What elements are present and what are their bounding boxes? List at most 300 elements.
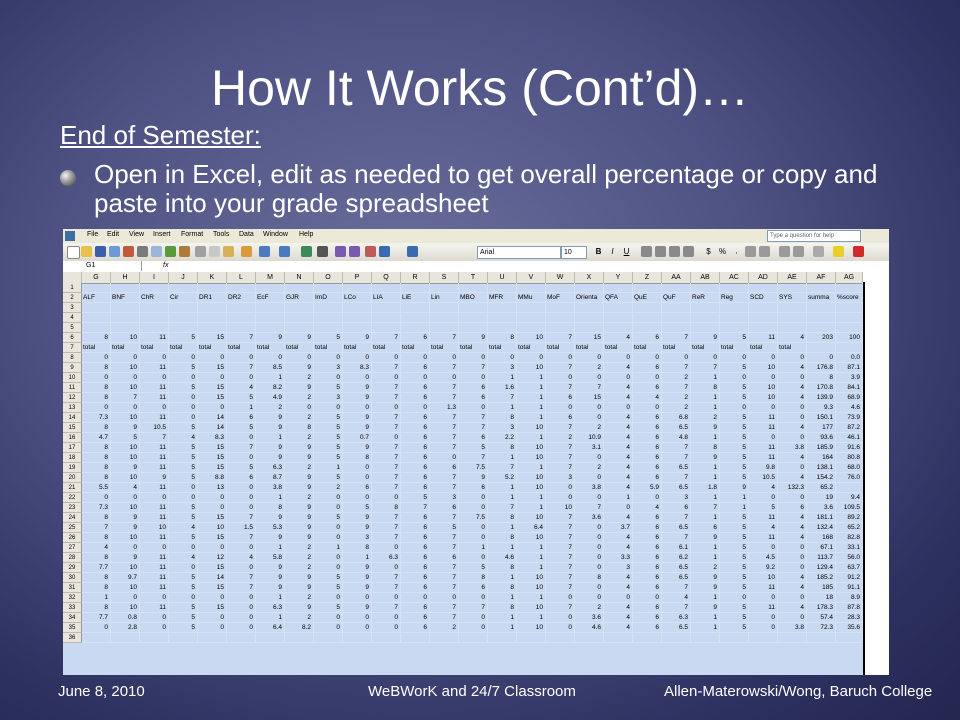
table-cell[interactable]: 10: [111, 383, 140, 393]
table-cell[interactable]: 10: [111, 583, 140, 593]
table-cell[interactable]: [372, 283, 401, 293]
table-cell[interactable]: 0: [314, 373, 343, 383]
select-all-corner[interactable]: [63, 272, 82, 283]
table-cell[interactable]: 0: [227, 563, 256, 573]
table-cell[interactable]: [372, 633, 401, 643]
table-cell[interactable]: [488, 303, 517, 313]
table-cell[interactable]: 0: [343, 493, 372, 503]
table-cell[interactable]: 0: [140, 593, 169, 603]
table-cell[interactable]: 5: [169, 513, 198, 523]
table-cell[interactable]: [111, 283, 140, 293]
table-cell[interactable]: 9: [285, 513, 314, 523]
table-cell[interactable]: 9: [256, 333, 285, 343]
table-cell[interactable]: 7: [430, 433, 459, 443]
table-cell[interactable]: 8: [82, 553, 111, 563]
table-cell[interactable]: %score: [836, 293, 863, 303]
table-cell[interactable]: [314, 303, 343, 313]
table-cell[interactable]: 0: [778, 543, 807, 553]
table-cell[interactable]: [227, 323, 256, 333]
table-cell[interactable]: 6.5: [662, 523, 691, 533]
table-cell[interactable]: 15: [198, 363, 227, 373]
table-cell[interactable]: 5: [720, 523, 749, 533]
table-cell[interactable]: 6.3: [662, 613, 691, 623]
table-cell[interactable]: 0: [343, 373, 372, 383]
table-cell[interactable]: 0: [314, 403, 343, 413]
row-header[interactable]: 6: [63, 333, 82, 343]
table-cell[interactable]: total: [459, 343, 488, 353]
table-cell[interactable]: 0: [633, 373, 662, 383]
table-cell[interactable]: 4: [604, 333, 633, 343]
table-cell[interactable]: [343, 303, 372, 313]
table-cell[interactable]: 5: [720, 453, 749, 463]
table-cell[interactable]: 132.4: [807, 523, 836, 533]
table-cell[interactable]: [256, 313, 285, 323]
table-cell[interactable]: 8: [256, 503, 285, 513]
table-cell[interactable]: 0: [575, 493, 604, 503]
table-cell[interactable]: 3: [343, 533, 372, 543]
table-cell[interactable]: 5: [169, 623, 198, 633]
column-header[interactable]: AC: [720, 272, 749, 283]
table-cell[interactable]: 0: [546, 353, 575, 363]
column-header[interactable]: U: [488, 272, 517, 283]
table-cell[interactable]: 5: [720, 603, 749, 613]
table-cell[interactable]: 0: [575, 453, 604, 463]
table-cell[interactable]: 1: [691, 613, 720, 623]
table-cell[interactable]: 67.1: [807, 543, 836, 553]
table-cell[interactable]: 1: [488, 523, 517, 533]
table-cell[interactable]: 8: [488, 603, 517, 613]
table-cell[interactable]: 13: [198, 483, 227, 493]
menu-file[interactable]: File: [87, 231, 99, 238]
table-cell[interactable]: 0: [459, 403, 488, 413]
table-cell[interactable]: 1: [604, 493, 633, 503]
table-cell[interactable]: 76.0: [836, 473, 863, 483]
table-cell[interactable]: 9: [256, 443, 285, 453]
table-cell[interactable]: 6.4: [517, 523, 546, 533]
table-cell[interactable]: 0: [604, 353, 633, 363]
table-cell[interactable]: 7: [662, 513, 691, 523]
table-cell[interactable]: 0: [430, 453, 459, 463]
table-cell[interactable]: [401, 283, 430, 293]
table-cell[interactable]: [285, 303, 314, 313]
table-cell[interactable]: 9: [285, 573, 314, 583]
table-cell[interactable]: 5: [720, 533, 749, 543]
table-cell[interactable]: 0: [140, 623, 169, 633]
table-cell[interactable]: 3.6: [807, 503, 836, 513]
column-header[interactable]: H: [111, 272, 140, 283]
table-cell[interactable]: 9: [343, 393, 372, 403]
row-header[interactable]: 15: [63, 423, 82, 433]
increase-decimal-icon[interactable]: [745, 246, 756, 257]
table-cell[interactable]: 5.9: [633, 483, 662, 493]
table-cell[interactable]: 7.7: [82, 563, 111, 573]
table-cell[interactable]: 0: [749, 493, 778, 503]
table-cell[interactable]: 2: [575, 463, 604, 473]
table-cell[interactable]: 1: [517, 543, 546, 553]
table-cell[interactable]: 6: [401, 433, 430, 443]
table-cell[interactable]: 1: [488, 613, 517, 623]
table-cell[interactable]: 0: [546, 483, 575, 493]
table-cell[interactable]: 7: [430, 333, 459, 343]
table-cell[interactable]: 7: [227, 583, 256, 593]
table-cell[interactable]: [401, 323, 430, 333]
table-cell[interactable]: 7: [430, 513, 459, 523]
table-cell[interactable]: 7: [488, 463, 517, 473]
table-cell[interactable]: 5: [169, 463, 198, 473]
table-cell[interactable]: 0: [82, 373, 111, 383]
table-cell[interactable]: 11: [749, 513, 778, 523]
table-cell[interactable]: 6: [401, 363, 430, 373]
table-cell[interactable]: [169, 283, 198, 293]
table-cell[interactable]: 2: [314, 483, 343, 493]
table-cell[interactable]: [691, 303, 720, 313]
table-cell[interactable]: 4: [778, 603, 807, 613]
table-cell[interactable]: [575, 283, 604, 293]
table-cell[interactable]: 5: [169, 333, 198, 343]
table-cell[interactable]: 4: [604, 513, 633, 523]
table-cell[interactable]: [691, 283, 720, 293]
table-cell[interactable]: 7: [372, 513, 401, 523]
row-header[interactable]: 11: [63, 383, 82, 393]
table-cell[interactable]: [82, 303, 111, 313]
table-cell[interactable]: 4: [778, 533, 807, 543]
table-cell[interactable]: [343, 313, 372, 323]
table-cell[interactable]: 9: [111, 463, 140, 473]
table-cell[interactable]: 4: [604, 363, 633, 373]
email-icon[interactable]: [123, 246, 134, 257]
table-cell[interactable]: [488, 283, 517, 293]
table-cell[interactable]: [575, 313, 604, 323]
table-cell[interactable]: 5.5: [82, 483, 111, 493]
table-cell[interactable]: 2: [285, 463, 314, 473]
table-cell[interactable]: [749, 303, 778, 313]
table-cell[interactable]: 8: [691, 443, 720, 453]
table-cell[interactable]: [604, 303, 633, 313]
table-cell[interactable]: 6: [401, 563, 430, 573]
table-cell[interactable]: 3.8: [256, 483, 285, 493]
table-cell[interactable]: 9.8: [749, 463, 778, 473]
table-cell[interactable]: 7: [430, 423, 459, 433]
table-cell[interactable]: 7: [546, 543, 575, 553]
table-cell[interactable]: [169, 323, 198, 333]
table-cell[interactable]: 1: [488, 483, 517, 493]
table-cell[interactable]: 5: [720, 573, 749, 583]
table-cell[interactable]: [836, 313, 863, 323]
table-cell[interactable]: 0: [169, 593, 198, 603]
table-cell[interactable]: 1: [517, 393, 546, 403]
table-cell[interactable]: 65.2: [836, 523, 863, 533]
table-cell[interactable]: 1: [459, 543, 488, 553]
table-cell[interactable]: 11: [140, 553, 169, 563]
table-cell[interactable]: [111, 313, 140, 323]
table-cell[interactable]: 1: [691, 553, 720, 563]
table-cell[interactable]: 7: [430, 473, 459, 483]
fill-color-icon[interactable]: [833, 246, 844, 257]
table-cell[interactable]: 7.7: [82, 613, 111, 623]
table-cell[interactable]: 9: [111, 513, 140, 523]
table-cell[interactable]: 0: [575, 563, 604, 573]
table-cell[interactable]: [343, 283, 372, 293]
table-cell[interactable]: 8: [488, 583, 517, 593]
table-cell[interactable]: 0: [227, 493, 256, 503]
table-cell[interactable]: 5: [430, 523, 459, 533]
fx-icon[interactable]: fx: [163, 262, 169, 269]
table-cell[interactable]: 8: [82, 513, 111, 523]
table-cell[interactable]: SYS: [778, 293, 807, 303]
table-cell[interactable]: 11: [140, 363, 169, 373]
table-cell[interactable]: [575, 633, 604, 643]
table-cell[interactable]: [633, 323, 662, 333]
table-cell[interactable]: 0: [227, 453, 256, 463]
table-cell[interactable]: 7: [372, 363, 401, 373]
table-cell[interactable]: 2: [691, 413, 720, 423]
table-cell[interactable]: 0: [343, 593, 372, 603]
table-cell[interactable]: 6: [401, 393, 430, 403]
table-cell[interactable]: 3.8: [778, 623, 807, 633]
table-cell[interactable]: 9: [343, 333, 372, 343]
table-cell[interactable]: 4.6: [575, 623, 604, 633]
table-cell[interactable]: total: [778, 343, 807, 353]
column-header[interactable]: AF: [807, 272, 836, 283]
table-cell[interactable]: [749, 313, 778, 323]
table-cell[interactable]: 4: [169, 553, 198, 563]
table-cell[interactable]: 2: [662, 373, 691, 383]
table-cell[interactable]: 5: [720, 473, 749, 483]
table-cell[interactable]: 10: [111, 413, 140, 423]
table-cell[interactable]: 11: [749, 443, 778, 453]
table-cell[interactable]: 0: [604, 503, 633, 513]
table-cell[interactable]: 0: [169, 353, 198, 363]
table-cell[interactable]: [720, 283, 749, 293]
table-cell[interactable]: 7: [662, 603, 691, 613]
table-cell[interactable]: [807, 323, 836, 333]
table-cell[interactable]: 5.3: [256, 523, 285, 533]
print-icon[interactable]: [137, 246, 148, 257]
column-header[interactable]: Y: [604, 272, 633, 283]
table-cell[interactable]: 7: [430, 533, 459, 543]
table-cell[interactable]: 9: [285, 523, 314, 533]
row-header[interactable]: 27: [63, 543, 82, 553]
table-cell[interactable]: 9: [343, 523, 372, 533]
table-cell[interactable]: [604, 283, 633, 293]
table-cell[interactable]: 0: [314, 623, 343, 633]
table-cell[interactable]: 8.5: [256, 363, 285, 373]
table-cell[interactable]: 1: [314, 543, 343, 553]
table-cell[interactable]: 5: [227, 393, 256, 403]
table-cell[interactable]: 9: [256, 413, 285, 423]
table-cell[interactable]: 7: [372, 533, 401, 543]
table-cell[interactable]: 7: [662, 473, 691, 483]
table-cell[interactable]: 4: [778, 573, 807, 583]
table-cell[interactable]: 6.5: [662, 423, 691, 433]
table-cell[interactable]: ImD: [314, 293, 343, 303]
table-cell[interactable]: [285, 313, 314, 323]
table-cell[interactable]: 0: [227, 503, 256, 513]
table-cell[interactable]: 1: [691, 393, 720, 403]
table-cell[interactable]: 1.8: [691, 483, 720, 493]
table-cell[interactable]: 68.9: [836, 393, 863, 403]
table-cell[interactable]: 9: [285, 443, 314, 453]
table-cell[interactable]: 0: [169, 563, 198, 573]
table-cell[interactable]: 7: [430, 363, 459, 373]
column-header[interactable]: AG: [836, 272, 863, 283]
table-cell[interactable]: MMu: [517, 293, 546, 303]
table-cell[interactable]: 0: [401, 353, 430, 363]
column-header[interactable]: V: [517, 272, 546, 283]
table-cell[interactable]: 6.4: [256, 623, 285, 633]
table-cell[interactable]: 4: [604, 543, 633, 553]
table-cell[interactable]: 5: [227, 423, 256, 433]
table-cell[interactable]: 7: [662, 443, 691, 453]
comma-style-icon[interactable]: ,: [735, 248, 738, 255]
table-cell[interactable]: 15: [198, 513, 227, 523]
table-cell[interactable]: [720, 633, 749, 643]
table-cell[interactable]: 0: [662, 353, 691, 363]
table-cell[interactable]: 7: [430, 543, 459, 553]
table-cell[interactable]: [227, 633, 256, 643]
table-cell[interactable]: ChR: [140, 293, 169, 303]
excel-app-icon[interactable]: [65, 231, 75, 241]
table-cell[interactable]: 15: [198, 463, 227, 473]
table-cell[interactable]: [662, 313, 691, 323]
table-cell[interactable]: 10: [517, 573, 546, 583]
table-cell[interactable]: [82, 313, 111, 323]
table-cell[interactable]: 7: [430, 483, 459, 493]
table-cell[interactable]: 5: [169, 453, 198, 463]
table-cell[interactable]: 6: [401, 453, 430, 463]
table-cell[interactable]: 6: [691, 523, 720, 533]
table-cell[interactable]: 0: [111, 353, 140, 363]
table-cell[interactable]: 0: [749, 353, 778, 363]
table-cell[interactable]: 0: [778, 613, 807, 623]
table-cell[interactable]: 0: [546, 613, 575, 623]
table-cell[interactable]: 4.7: [82, 433, 111, 443]
table-cell[interactable]: [314, 283, 343, 293]
table-cell[interactable]: 0: [227, 433, 256, 443]
table-cell[interactable]: [836, 323, 863, 333]
font-name-select[interactable]: Arial: [477, 246, 561, 259]
table-cell[interactable]: 9: [343, 383, 372, 393]
table-cell[interactable]: 6: [401, 443, 430, 453]
cut-icon[interactable]: [195, 246, 206, 257]
table-cell[interactable]: 0: [314, 523, 343, 533]
table-cell[interactable]: 1: [517, 493, 546, 503]
table-cell[interactable]: 15: [198, 583, 227, 593]
table-cell[interactable]: [285, 283, 314, 293]
table-cell[interactable]: 0: [169, 483, 198, 493]
table-cell[interactable]: 73.9: [836, 413, 863, 423]
table-cell[interactable]: 7: [691, 503, 720, 513]
table-cell[interactable]: 9: [256, 423, 285, 433]
table-cell[interactable]: 8: [82, 333, 111, 343]
table-cell[interactable]: [720, 313, 749, 323]
table-cell[interactable]: 9.2: [749, 563, 778, 573]
table-cell[interactable]: 6: [401, 483, 430, 493]
table-cell[interactable]: 8: [488, 443, 517, 453]
table-cell[interactable]: 6: [546, 393, 575, 403]
table-cell[interactable]: 4: [604, 613, 633, 623]
table-cell[interactable]: 7: [372, 583, 401, 593]
table-cell[interactable]: 10.5: [749, 473, 778, 483]
table-cell[interactable]: 10: [517, 533, 546, 543]
table-cell[interactable]: 5: [720, 463, 749, 473]
spelling-icon[interactable]: [165, 246, 176, 257]
table-cell[interactable]: [546, 323, 575, 333]
table-cell[interactable]: 4: [604, 413, 633, 423]
table-cell[interactable]: 3.7: [604, 523, 633, 533]
table-cell[interactable]: 1: [256, 493, 285, 503]
table-cell[interactable]: 0: [430, 373, 459, 383]
table-cell[interactable]: [807, 303, 836, 313]
table-cell[interactable]: 11: [749, 423, 778, 433]
table-cell[interactable]: 7: [546, 443, 575, 453]
table-cell[interactable]: 0: [82, 403, 111, 413]
table-cell[interactable]: 0: [198, 613, 227, 623]
table-cell[interactable]: [662, 633, 691, 643]
row-header[interactable]: 2: [63, 293, 82, 303]
table-cell[interactable]: 7: [546, 583, 575, 593]
table-cell[interactable]: 84.1: [836, 383, 863, 393]
table-cell[interactable]: 8: [82, 533, 111, 543]
table-cell[interactable]: 4.5: [749, 553, 778, 563]
table-cell[interactable]: 7: [662, 383, 691, 393]
table-cell[interactable]: [807, 633, 836, 643]
table-cell[interactable]: 10: [517, 603, 546, 613]
table-cell[interactable]: [604, 313, 633, 323]
table-cell[interactable]: 9: [343, 573, 372, 583]
table-cell[interactable]: 9.4: [836, 493, 863, 503]
table-cell[interactable]: 6: [633, 383, 662, 393]
table-cell[interactable]: 4: [778, 523, 807, 533]
column-header[interactable]: J: [169, 272, 198, 283]
table-cell[interactable]: 9: [256, 573, 285, 583]
table-cell[interactable]: [517, 323, 546, 333]
table-cell[interactable]: 7: [546, 363, 575, 373]
table-cell[interactable]: 5: [169, 603, 198, 613]
table-cell[interactable]: 0: [82, 493, 111, 503]
vertical-scrollbar-area[interactable]: [863, 272, 889, 675]
table-cell[interactable]: [111, 633, 140, 643]
table-cell[interactable]: 2: [285, 563, 314, 573]
open-icon[interactable]: [81, 246, 92, 257]
column-header[interactable]: N: [285, 272, 314, 283]
table-cell[interactable]: 0: [198, 403, 227, 413]
table-cell[interactable]: 5: [749, 503, 778, 513]
table-cell[interactable]: 0: [111, 543, 140, 553]
table-cell[interactable]: 5: [169, 383, 198, 393]
table-cell[interactable]: 0: [198, 593, 227, 603]
row-header[interactable]: 17: [63, 443, 82, 453]
table-cell[interactable]: 6: [401, 623, 430, 633]
row-header[interactable]: 28: [63, 553, 82, 563]
table-cell[interactable]: total: [604, 343, 633, 353]
table-cell[interactable]: 6: [227, 413, 256, 423]
table-cell[interactable]: [82, 633, 111, 643]
table-cell[interactable]: 11: [140, 563, 169, 573]
table-cell[interactable]: 9: [256, 453, 285, 463]
table-cell[interactable]: 2: [662, 393, 691, 403]
table-cell[interactable]: 6.3: [256, 463, 285, 473]
table-cell[interactable]: 11: [749, 333, 778, 343]
table-cell[interactable]: 7: [546, 533, 575, 543]
table-cell[interactable]: 4: [604, 383, 633, 393]
table-cell[interactable]: total: [111, 343, 140, 353]
table-cell[interactable]: 9: [691, 583, 720, 593]
table-cell[interactable]: 4: [82, 543, 111, 553]
table-cell[interactable]: [662, 323, 691, 333]
table-cell[interactable]: 7: [82, 523, 111, 533]
table-cell[interactable]: 8: [488, 533, 517, 543]
